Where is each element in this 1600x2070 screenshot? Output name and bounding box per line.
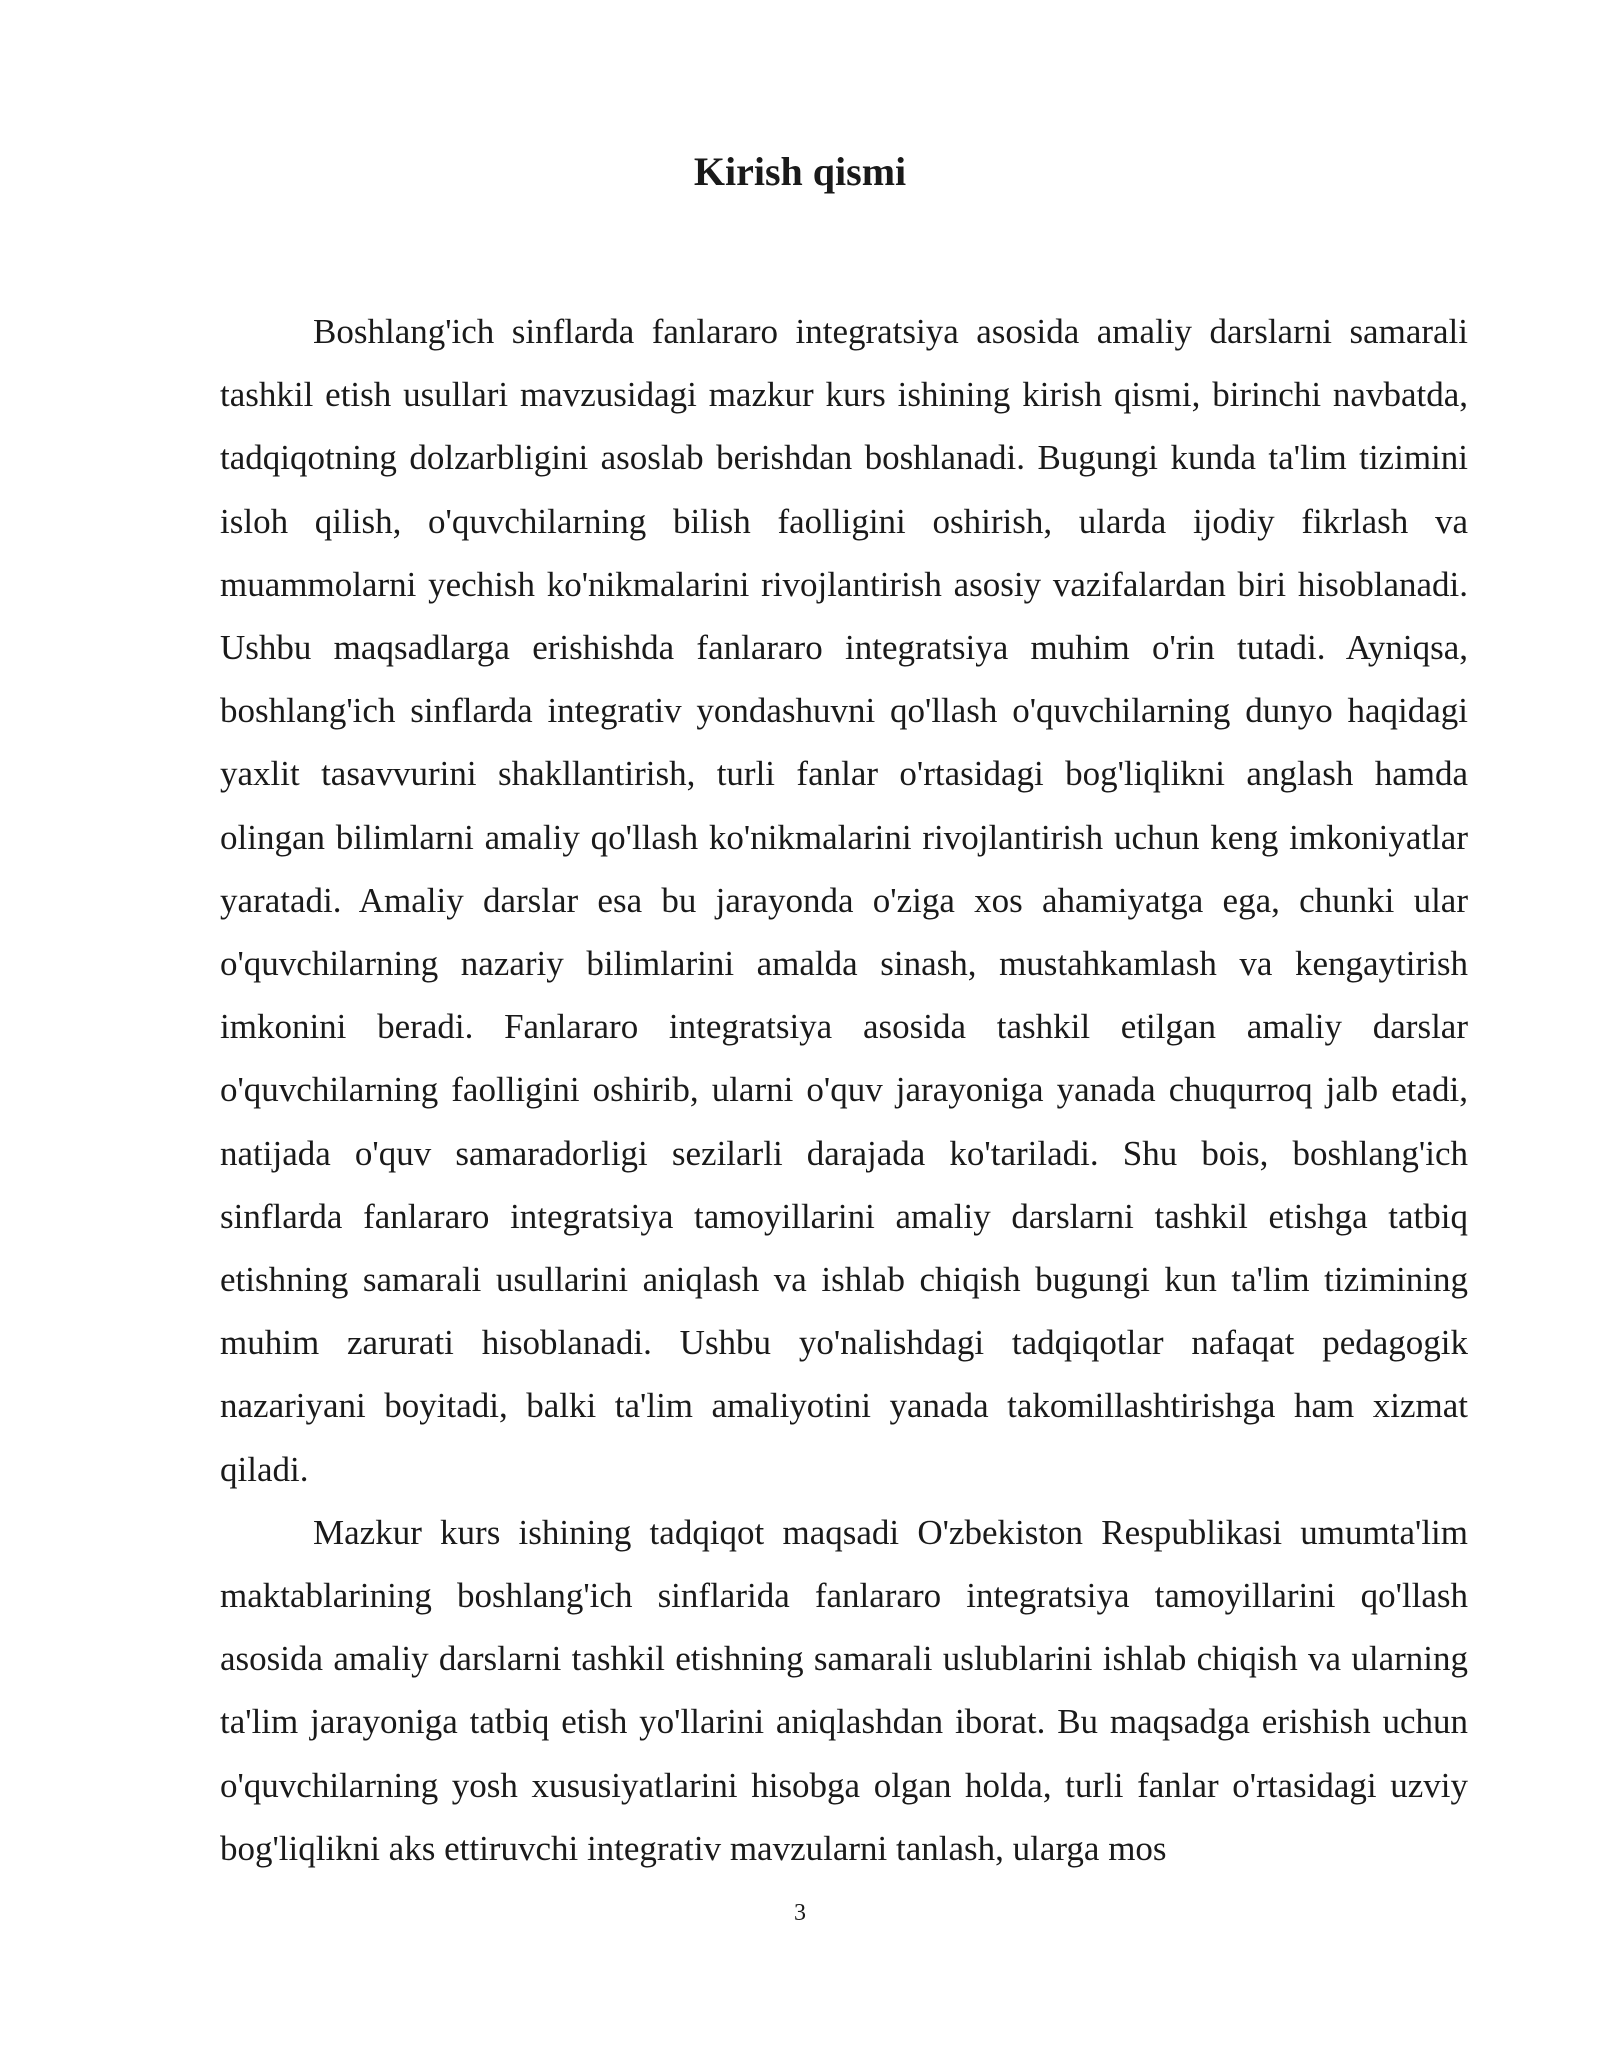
paragraph-2: Mazkur kurs ishining tadqiqot maqsadi O'zbekiston Respublikasi umumta'lim maktablarining boshlang'ich sinflarida fanlararo integratsiya tamoyillarini qo'llash asosida amaliy darslarni tashkil etishning samarali uslublarini ishlab chiqish va ularning ta'lim jarayoniga tatbiq etish yo'llarini aniqlashdan iborat. Bu maqsadga erishish uchun o'quvchilarning yosh xususiyatlarini hisobga olgan holda, turli fanlar o'rtasidagi uzviy bog'liqlikni aks ettiruvchi integrativ mavzularni tanlash, ularga mos	[220, 1512, 1468, 1868]
document-body	[220, 300, 1468, 1880]
paragraph-1: Boshlang'ich sinflarda fanlararo integratsiya asosida amaliy darslarni samarali tashkil etish usullari mavzusidagi mazkur kurs ishining kirish qismi, birinchi navbatda, tadqiqotning dolzarbligini asoslab berishdan boshlanadi. Bugungi kunda ta'lim tizimini isloh qilish, o'quvchilarning bilish faolligini oshirish, ularda ijodiy fikrlash va muammolarni yechish ko'nikmalarini rivojlantirish asosiy vazifalardan biri hisoblanadi. Ushbu maqsadlarga erishishda fanlararo integratsiya muhim o'rin tutadi. Ayniqsa, boshlang'ich sinflarda integrativ yondashuvni qo'llash o'quvchilarning dunyo haqidagi yaxlit tasavvurini shakllantirish, turli fanlar o'rtasidagi bog'liqlikni anglash hamda olingan bilimlarni amaliy qo'llash ko'nikmalarini rivojlantirish uchun keng imkoniyatlar yaratadi. Amaliy darslar esa bu jarayonda o'ziga xos ahamiyatga ega, chunki ular o'quvchilarning nazariy bilimlarini amalda sinash, mustahkamlash va kengaytirish imkonini beradi. Fanlararo integratsiya asosida tashkil etilgan amaliy darslar o'quvchilarning faolligini oshirib, ularni o'quv jarayoniga yanada chuqurroq jalb etadi, natijada o'quv samaradorligi sezilarli darajada ko'tariladi. Shu bois, boshlang'ich sinflarda fanlararo integratsiya tamoyillarini amaliy darslarni tashkil etishga tatbiq etishning samarali usullarini aniqlash va ishlab chiqish bugungi kun ta'lim tizimining muhim zarurati hisoblanadi. Ushbu yo'nalishdagi tadqiqotlar nafaqat pedagogik nazariyani boyitadi, balki ta'lim amaliyotini yanada takomillashtirishga ham xizmat qiladi.	[220, 312, 1468, 1489]
page-title: Kirish qismi	[693, 149, 907, 194]
page-number: 3	[794, 1900, 806, 1926]
